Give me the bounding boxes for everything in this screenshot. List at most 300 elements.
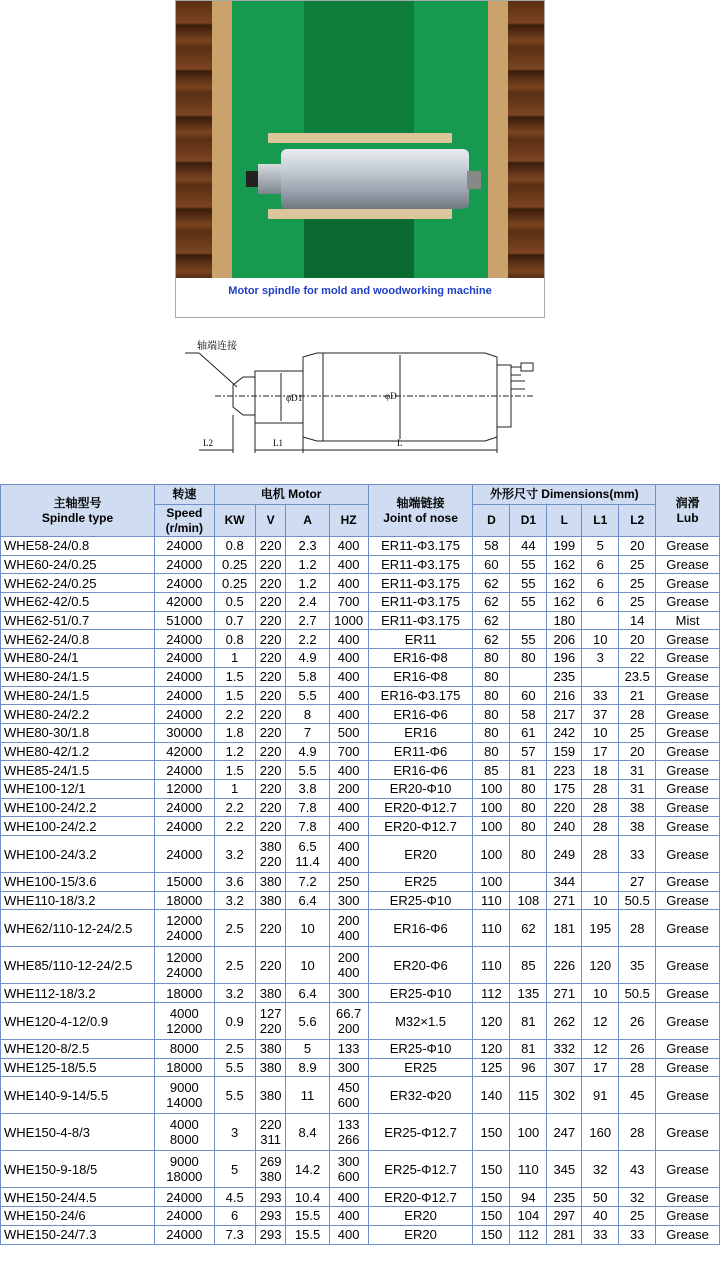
cell-kw: 0.5 <box>214 593 255 612</box>
cell-voltage: 220 <box>255 817 286 836</box>
cell-kw: 5.5 <box>214 1077 255 1114</box>
cell-current: 8.9 <box>286 1058 329 1077</box>
cell-joint: ER11-Φ3.175 <box>368 537 473 556</box>
cell-l2: 28 <box>619 1114 656 1151</box>
cell-current: 10.4 <box>286 1188 329 1207</box>
cell-voltage: 220 <box>255 537 286 556</box>
dimension-drawing <box>185 335 540 460</box>
cell-d1: 100 <box>510 1114 547 1151</box>
cell-l1: 10 <box>582 723 619 742</box>
cell-l1: 10 <box>582 984 619 1003</box>
green-board-top <box>304 1 414 141</box>
cell-d1: 60 <box>510 686 547 705</box>
cell-voltage: 220 <box>255 761 286 780</box>
cell-l1 <box>582 611 619 630</box>
table-row <box>1 836 720 873</box>
cell-l2: 43 <box>619 1151 656 1188</box>
cell-current: 15.5 <box>286 1225 329 1244</box>
header-speed-unit: Speed (r/min) <box>155 505 215 537</box>
cell-joint: M32×1.5 <box>368 1003 473 1040</box>
cell-l: 242 <box>547 723 582 742</box>
table-row <box>1 910 720 947</box>
cell-model: WHE112-18/3.2 <box>1 984 155 1003</box>
cell-joint: ER20 <box>368 836 473 873</box>
cell-kw: 0.9 <box>214 1003 255 1040</box>
table-row <box>1 705 720 724</box>
cell-voltage: 220 <box>255 742 286 761</box>
cell-l2: 33 <box>619 836 656 873</box>
cell-d1 <box>510 667 547 686</box>
cell-speed: 42000 <box>155 742 215 761</box>
cell-speed: 24000 <box>155 761 215 780</box>
cell-model: WHE85/110-12-24/2.5 <box>1 947 155 984</box>
cell-joint: ER11-Φ3.175 <box>368 555 473 574</box>
cell-l1 <box>582 667 619 686</box>
cell-l2: 28 <box>619 705 656 724</box>
cell-current: 5.8 <box>286 667 329 686</box>
table-row <box>1 537 720 556</box>
cell-model: WHE100-15/3.6 <box>1 873 155 892</box>
cell-l2: 31 <box>619 779 656 798</box>
cell-model: WHE62-24/0.25 <box>1 574 155 593</box>
cell-d1: 58 <box>510 705 547 724</box>
cell-model: WHE150-24/4.5 <box>1 1188 155 1207</box>
d-label: φD <box>385 391 397 401</box>
cell-l1: 28 <box>582 798 619 817</box>
cell-l: 226 <box>547 947 582 984</box>
cell-frequency: 400 <box>329 555 368 574</box>
cell-model: WHE150-24/7.3 <box>1 1225 155 1244</box>
cell-kw: 2.5 <box>214 947 255 984</box>
cell-d1: 110 <box>510 1151 547 1188</box>
cell-kw: 1.5 <box>214 667 255 686</box>
cell-current: 1.2 <box>286 574 329 593</box>
table-row <box>1 984 720 1003</box>
cell-speed: 24000 <box>155 537 215 556</box>
cell-l: 235 <box>547 667 582 686</box>
cell-voltage: 380 <box>255 873 286 892</box>
cell-l1: 3 <box>582 649 619 668</box>
cell-current: 2.4 <box>286 593 329 612</box>
table-row <box>1 630 720 649</box>
cell-model: WHE120-8/2.5 <box>1 1040 155 1059</box>
cell-voltage: 220 <box>255 686 286 705</box>
cell-frequency: 300 <box>329 891 368 910</box>
table-row <box>1 555 720 574</box>
cell-model: WHE100-24/2.2 <box>1 798 155 817</box>
header-hz: HZ <box>329 505 368 537</box>
table-row <box>1 649 720 668</box>
cell-speed: 18000 <box>155 1058 215 1077</box>
cell-voltage: 220 <box>255 723 286 742</box>
cell-frequency: 400 <box>329 761 368 780</box>
cell-speed: 15000 <box>155 873 215 892</box>
cell-frequency: 400 <box>329 686 368 705</box>
cell-d1: 55 <box>510 555 547 574</box>
cell-voltage: 220 <box>255 779 286 798</box>
cell-voltage: 220 <box>255 798 286 817</box>
cell-current: 2.3 <box>286 537 329 556</box>
cell-l2: 26 <box>619 1040 656 1059</box>
cell-lub: Grease <box>656 630 720 649</box>
cell-kw: 1 <box>214 779 255 798</box>
cell-l: 344 <box>547 873 582 892</box>
cell-l1: 5 <box>582 537 619 556</box>
cell-d1: 80 <box>510 798 547 817</box>
plank-top <box>268 133 452 143</box>
cell-frequency: 400 <box>329 798 368 817</box>
cell-frequency: 133 <box>329 1040 368 1059</box>
cell-lub: Grease <box>656 910 720 947</box>
cell-speed: 24000 <box>155 667 215 686</box>
cell-voltage: 220 <box>255 667 286 686</box>
cell-kw: 5 <box>214 1151 255 1188</box>
cell-current: 7 <box>286 723 329 742</box>
spindle-connector <box>467 171 481 189</box>
cell-joint: ER25-Φ10 <box>368 984 473 1003</box>
cell-current: 5.5 <box>286 686 329 705</box>
cell-lub: Grease <box>656 1151 720 1188</box>
cell-l: 217 <box>547 705 582 724</box>
cell-joint: ER16-Φ8 <box>368 667 473 686</box>
cell-l2: 27 <box>619 873 656 892</box>
cell-l: 307 <box>547 1058 582 1077</box>
cell-l: 220 <box>547 798 582 817</box>
cell-frequency: 300 600 <box>329 1151 368 1188</box>
l2-label: L2 <box>203 438 213 448</box>
cell-joint: ER16-Φ3.175 <box>368 686 473 705</box>
table-row <box>1 593 720 612</box>
cell-l1: 28 <box>582 779 619 798</box>
table-row <box>1 1225 720 1244</box>
cell-lub: Grease <box>656 649 720 668</box>
cell-speed: 24000 <box>155 1225 215 1244</box>
cell-l1: 120 <box>582 947 619 984</box>
cell-voltage: 220 <box>255 649 286 668</box>
cell-d1: 94 <box>510 1188 547 1207</box>
cell-lub: Grease <box>656 1003 720 1040</box>
cell-l: 240 <box>547 817 582 836</box>
cell-speed: 24000 <box>155 1207 215 1226</box>
cell-model: WHE62-51/0.7 <box>1 611 155 630</box>
table-row <box>1 1040 720 1059</box>
cell-speed: 42000 <box>155 593 215 612</box>
cell-lub: Grease <box>656 1058 720 1077</box>
cell-d: 120 <box>473 1040 510 1059</box>
cell-kw: 3 <box>214 1114 255 1151</box>
cell-kw: 3.2 <box>214 836 255 873</box>
cell-l: 235 <box>547 1188 582 1207</box>
cell-l: 162 <box>547 555 582 574</box>
cell-d1: 112 <box>510 1225 547 1244</box>
cell-l1: 91 <box>582 1077 619 1114</box>
header-d1: D1 <box>510 505 547 537</box>
cell-voltage: 380 <box>255 1058 286 1077</box>
cell-l2: 25 <box>619 555 656 574</box>
cell-voltage: 220 <box>255 705 286 724</box>
cell-model: WHE80-24/1.5 <box>1 686 155 705</box>
cell-kw: 1.8 <box>214 723 255 742</box>
cell-d1: 55 <box>510 630 547 649</box>
table-row <box>1 1114 720 1151</box>
cell-current: 2.7 <box>286 611 329 630</box>
cell-l1: 32 <box>582 1151 619 1188</box>
cell-speed: 24000 <box>155 686 215 705</box>
cell-lub: Grease <box>656 723 720 742</box>
cell-joint: ER20-Φ10 <box>368 779 473 798</box>
cell-d: 58 <box>473 537 510 556</box>
cell-kw: 2.5 <box>214 910 255 947</box>
cell-joint: ER25-Φ12.7 <box>368 1151 473 1188</box>
cell-l2: 33 <box>619 1225 656 1244</box>
cell-l: 162 <box>547 593 582 612</box>
cell-l1: 12 <box>582 1003 619 1040</box>
cell-model: WHE80-24/1.5 <box>1 667 155 686</box>
cell-l2: 32 <box>619 1188 656 1207</box>
cell-voltage: 380 220 <box>255 836 286 873</box>
cell-frequency: 400 <box>329 1225 368 1244</box>
cell-frequency: 450 600 <box>329 1077 368 1114</box>
cell-current: 10 <box>286 947 329 984</box>
cell-l: 162 <box>547 574 582 593</box>
cell-joint: ER20-Φ12.7 <box>368 1188 473 1207</box>
callout-joint-label: 轴端连接 <box>197 341 237 352</box>
cell-l: 247 <box>547 1114 582 1151</box>
cell-d1: 81 <box>510 1040 547 1059</box>
cell-d: 62 <box>473 611 510 630</box>
table-row <box>1 779 720 798</box>
cell-speed: 9000 14000 <box>155 1077 215 1114</box>
cell-l2: 14 <box>619 611 656 630</box>
cell-voltage: 293 <box>255 1225 286 1244</box>
cell-current: 6.5 11.4 <box>286 836 329 873</box>
cell-voltage: 380 <box>255 1040 286 1059</box>
cell-lub: Mist <box>656 611 720 630</box>
cell-joint: ER16-Φ6 <box>368 705 473 724</box>
cell-l: 249 <box>547 836 582 873</box>
cell-current: 1.2 <box>286 555 329 574</box>
cell-d: 80 <box>473 649 510 668</box>
cell-lub: Grease <box>656 836 720 873</box>
cell-l2: 21 <box>619 686 656 705</box>
cell-l1: 33 <box>582 686 619 705</box>
cell-d1: 115 <box>510 1077 547 1114</box>
cell-frequency: 400 400 <box>329 836 368 873</box>
cell-joint: ER11-Φ3.175 <box>368 574 473 593</box>
cell-frequency: 66.7 200 <box>329 1003 368 1040</box>
cell-speed: 24000 <box>155 798 215 817</box>
cell-l1: 18 <box>582 761 619 780</box>
plank-bottom <box>268 209 452 219</box>
cell-model: WHE62/110-12-24/2.5 <box>1 910 155 947</box>
cell-l: 281 <box>547 1225 582 1244</box>
cell-d: 80 <box>473 667 510 686</box>
cell-voltage: 220 <box>255 555 286 574</box>
cell-lub: Grease <box>656 891 720 910</box>
cell-d: 100 <box>473 817 510 836</box>
cell-d: 112 <box>473 984 510 1003</box>
cell-kw: 0.8 <box>214 630 255 649</box>
cell-joint: ER16-Φ6 <box>368 910 473 947</box>
cell-joint: ER20-Φ12.7 <box>368 798 473 817</box>
cell-frequency: 400 <box>329 1188 368 1207</box>
cell-d1: 135 <box>510 984 547 1003</box>
cell-frequency: 400 <box>329 537 368 556</box>
cell-kw: 0.8 <box>214 537 255 556</box>
cell-voltage: 220 <box>255 611 286 630</box>
cell-l1: 28 <box>582 836 619 873</box>
table-header <box>1 485 720 537</box>
cell-d1: 96 <box>510 1058 547 1077</box>
header-spindle-type: 主轴型号 Spindle type <box>1 485 155 537</box>
cell-current: 5 <box>286 1040 329 1059</box>
cell-model: WHE140-9-14/5.5 <box>1 1077 155 1114</box>
product-photo-frame <box>175 0 545 318</box>
cell-frequency: 700 <box>329 742 368 761</box>
table-row <box>1 686 720 705</box>
cell-l2: 35 <box>619 947 656 984</box>
cell-kw: 2.2 <box>214 705 255 724</box>
cell-l2: 50.5 <box>619 891 656 910</box>
cell-d1: 80 <box>510 836 547 873</box>
cell-joint: ER11-Φ3.175 <box>368 611 473 630</box>
cell-lub: Grease <box>656 761 720 780</box>
cell-current: 7.8 <box>286 817 329 836</box>
l-label: L <box>397 438 403 448</box>
cell-speed: 4000 12000 <box>155 1003 215 1040</box>
cell-model: WHE100-12/1 <box>1 779 155 798</box>
cell-speed: 12000 <box>155 779 215 798</box>
cell-d1: 57 <box>510 742 547 761</box>
cell-kw: 1.5 <box>214 761 255 780</box>
cell-l2: 50.5 <box>619 984 656 1003</box>
cell-d1: 55 <box>510 593 547 612</box>
cell-frequency: 400 <box>329 667 368 686</box>
cell-speed: 12000 24000 <box>155 910 215 947</box>
cell-l1: 10 <box>582 891 619 910</box>
table-body <box>1 537 720 1245</box>
cell-speed: 4000 8000 <box>155 1114 215 1151</box>
cell-l1: 17 <box>582 742 619 761</box>
cell-lub: Grease <box>656 537 720 556</box>
table-row <box>1 817 720 836</box>
cell-kw: 2.5 <box>214 1040 255 1059</box>
cell-d: 100 <box>473 873 510 892</box>
cell-l: 181 <box>547 910 582 947</box>
cell-l: 262 <box>547 1003 582 1040</box>
cell-d1 <box>510 611 547 630</box>
header-kw: KW <box>214 505 255 537</box>
cell-l: 196 <box>547 649 582 668</box>
cell-l2: 45 <box>619 1077 656 1114</box>
cell-l2: 38 <box>619 798 656 817</box>
header-motor: 电机 Motor <box>214 485 368 505</box>
cell-l: 180 <box>547 611 582 630</box>
rack-support-right <box>488 1 508 278</box>
header-l1: L1 <box>582 505 619 537</box>
cell-d: 120 <box>473 1003 510 1040</box>
cell-model: WHE80-24/2.2 <box>1 705 155 724</box>
cell-d1: 55 <box>510 574 547 593</box>
cell-joint: ER32-Φ20 <box>368 1077 473 1114</box>
cell-kw: 7.3 <box>214 1225 255 1244</box>
cell-model: WHE58-24/0.8 <box>1 537 155 556</box>
cell-d: 80 <box>473 686 510 705</box>
cell-lub: Grease <box>656 705 720 724</box>
cell-speed: 24000 <box>155 817 215 836</box>
cell-joint: ER20-Φ6 <box>368 947 473 984</box>
cell-l: 216 <box>547 686 582 705</box>
cell-joint: ER16 <box>368 723 473 742</box>
cell-frequency: 400 <box>329 649 368 668</box>
cell-l: 297 <box>547 1207 582 1226</box>
cell-frequency: 1000 <box>329 611 368 630</box>
cell-speed: 24000 <box>155 705 215 724</box>
cell-kw: 3.2 <box>214 984 255 1003</box>
cell-l1: 6 <box>582 574 619 593</box>
cell-joint: ER20-Φ12.7 <box>368 817 473 836</box>
cell-l2: 25 <box>619 723 656 742</box>
cell-d1: 44 <box>510 537 547 556</box>
cell-model: WHE62-42/0.5 <box>1 593 155 612</box>
cell-frequency: 300 <box>329 984 368 1003</box>
cell-lub: Grease <box>656 1207 720 1226</box>
spindle-photo <box>176 1 544 278</box>
cell-d: 60 <box>473 555 510 574</box>
cell-frequency: 200 400 <box>329 947 368 984</box>
cell-l: 332 <box>547 1040 582 1059</box>
cell-kw: 0.7 <box>214 611 255 630</box>
cell-d: 80 <box>473 705 510 724</box>
d1-label: φD1 <box>286 393 303 403</box>
cell-kw: 3.2 <box>214 891 255 910</box>
cell-speed: 24000 <box>155 836 215 873</box>
header-l2: L2 <box>619 505 656 537</box>
cell-d: 150 <box>473 1188 510 1207</box>
cell-d: 150 <box>473 1114 510 1151</box>
cell-l: 271 <box>547 891 582 910</box>
table-row <box>1 761 720 780</box>
cell-l1: 50 <box>582 1188 619 1207</box>
cell-kw: 0.25 <box>214 555 255 574</box>
cell-model: WHE125-18/5.5 <box>1 1058 155 1077</box>
cell-current: 11 <box>286 1077 329 1114</box>
cell-l2: 20 <box>619 742 656 761</box>
cell-lub: Grease <box>656 742 720 761</box>
table-row <box>1 873 720 892</box>
cell-voltage: 380 <box>255 891 286 910</box>
cell-model: WHE110-18/3.2 <box>1 891 155 910</box>
cell-l2: 31 <box>619 761 656 780</box>
cell-joint: ER11-Φ6 <box>368 742 473 761</box>
wooden-rack-right <box>508 1 544 278</box>
cell-d: 150 <box>473 1151 510 1188</box>
cell-lub: Grease <box>656 686 720 705</box>
spindle-spec-table <box>0 484 720 1245</box>
header-l: L <box>547 505 582 537</box>
cell-d: 100 <box>473 779 510 798</box>
cell-voltage: 220 <box>255 593 286 612</box>
cell-speed: 18000 <box>155 891 215 910</box>
cell-frequency: 200 <box>329 779 368 798</box>
cell-current: 14.2 <box>286 1151 329 1188</box>
cell-model: WHE80-24/1 <box>1 649 155 668</box>
cell-l1 <box>582 873 619 892</box>
cell-d: 110 <box>473 910 510 947</box>
cell-lub: Grease <box>656 817 720 836</box>
cell-l1: 6 <box>582 555 619 574</box>
cell-lub: Grease <box>656 947 720 984</box>
